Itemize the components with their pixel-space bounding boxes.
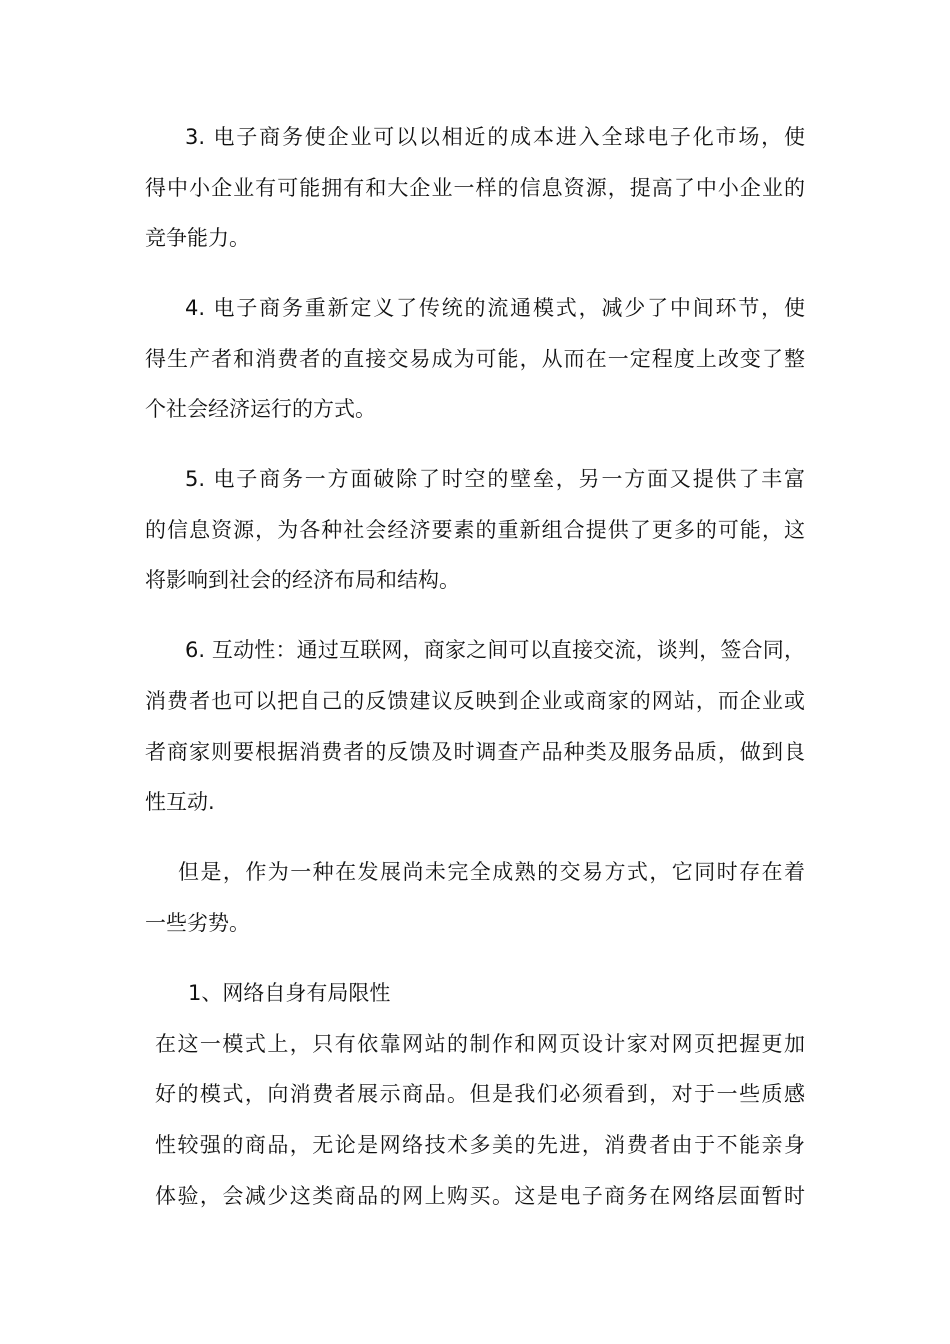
paragraph-line: 消费者也可以把自己的反馈建议反映到企业或商家的网站，而企业或 — [145, 689, 805, 713]
paragraph-line: 5. 电子商务一方面破除了时空的壁垒，另一方面又提供了丰富 — [185, 467, 805, 491]
paragraph-line: 性较强的商品，无论是网络技术多美的先进，消费者由于不能亲身 — [155, 1133, 805, 1157]
paragraph-line: 得生产者和消费者的直接交易成为可能，从而在一定程度上改变了整 — [145, 347, 805, 371]
heading-line: 1、网络自身有局限性 — [188, 981, 391, 1005]
paragraph-line: 4. 电子商务重新定义了传统的流通模式，减少了中间环节，使 — [185, 296, 805, 320]
paragraph-line: 好的模式，向消费者展示商品。但是我们必须看到，对于一些质感 — [155, 1082, 805, 1106]
paragraph-line: 性互动. — [145, 790, 215, 814]
paragraph-line: 者商家则要根据消费者的反馈及时调查产品种类及服务品质，做到良 — [145, 740, 805, 764]
paragraph-line: 但是，作为一种在发展尚未完全成熟的交易方式，它同时存在着 — [178, 860, 805, 884]
paragraph-line: 个社会经济运行的方式。 — [145, 397, 376, 421]
paragraph-line: 一些劣势。 — [145, 911, 250, 935]
paragraph-line: 得中小企业有可能拥有和大企业一样的信息资源，提高了中小企业的 — [145, 176, 805, 200]
paragraph-line: 竞争能力。 — [145, 226, 250, 250]
paragraph-line: 3. 电子商务使企业可以以相近的成本进入全球电子化市场，使 — [185, 125, 805, 149]
paragraph-line: 的信息资源，为各种社会经济要素的重新组合提供了更多的可能，这 — [145, 518, 805, 542]
paragraph-line: 体验，会减少这类商品的网上购买。这是电子商务在网络层面暂时 — [155, 1184, 805, 1208]
paragraph-line: 6. 互动性：通过互联网，商家之间可以直接交流，谈判，签合同， — [185, 638, 805, 662]
paragraph-line: 在这一模式上，只有依靠网站的制作和网页设计家对网页把握更加 — [155, 1032, 805, 1056]
paragraph-line: 将影响到社会的经济布局和结构。 — [145, 568, 460, 592]
